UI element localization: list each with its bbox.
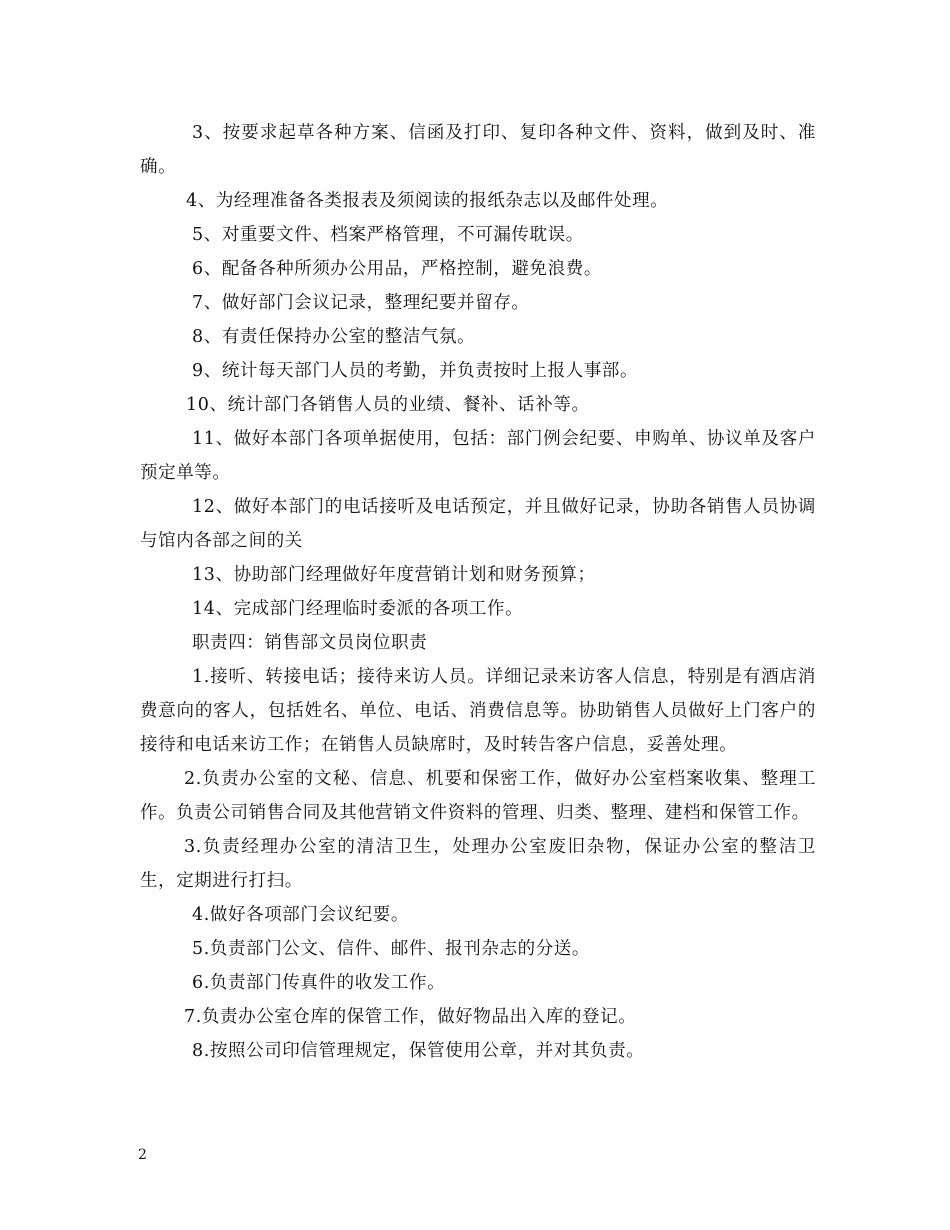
section-heading: 职责四：销售部文员岗位职责 bbox=[192, 633, 428, 653]
paragraph-item-5: 5、对重要文件、档案严格管理，不可漏传耽误。 bbox=[192, 225, 584, 245]
paragraph-item-4: 4、为经理准备各类报表及须阅读的报纸杂志以及邮件处理。 bbox=[186, 191, 669, 211]
paragraph-item-8: 8、有责任保持办公室的整洁气氛。 bbox=[192, 327, 476, 347]
paragraph-item-9: 9、统计每天部门人员的考勤，并负责按时上报人事部。 bbox=[192, 361, 639, 381]
paragraph-item-7: 7、做好部门会议记录，整理纪要并留存。 bbox=[192, 293, 530, 313]
paragraph-item-3: 3、按要求起草各种方案、信函及打印、复印各种文件、资料，做到及时、准确。 bbox=[140, 123, 816, 177]
duty-item-2: 2.负责办公室的文秘、信息、机要和保密工作，做好办公室档案收集、整理工作。负责公司销售合同及其他营销文件资料的管理、归类、整理、建档和保管工作。 bbox=[140, 769, 816, 823]
duty-item-1: 1.接听、转接电话；接待来访人员。详细记录来访客人信息，特别是有酒店消费意向的客人，包括姓名、单位、电话、消费信息等。协助销售人员做好上门客户的接待和电话来访工作；在销售人员缺席时，及时转告客户信息，妥善处理。 bbox=[140, 667, 816, 755]
duty-item-6: 6.负责部门传真件的收发工作。 bbox=[192, 973, 446, 993]
paragraph-item-12: 12、做好本部门的电话接听及电话预定，并且做好记录，协助各销售人员协调与馆内各部之间的关 bbox=[140, 497, 816, 551]
duty-item-4: 4.做好各项部门会议纪要。 bbox=[192, 905, 409, 925]
duty-item-3: 3.负责经理办公室的清洁卫生，处理办公室废旧杂物，保证办公室的整洁卫生，定期进行打扫。 bbox=[140, 837, 816, 891]
document-body bbox=[140, 116, 816, 1068]
paragraph-item-11: 11、做好本部门各项单据使用，包括：部门例会纪要、申购单、协议单及客户预定单等。 bbox=[140, 429, 816, 483]
duty-item-7: 7.负责办公室仓库的保管工作，做好物品出入库的登记。 bbox=[184, 1007, 637, 1027]
paragraph-item-10: 10、统计部门各销售人员的业绩、餐补、话补等。 bbox=[186, 395, 590, 415]
duty-item-8: 8.按照公司印信管理规定，保管使用公章，并对其负责。 bbox=[192, 1041, 645, 1061]
paragraph-item-14: 14、完成部门经理临时委派的各项工作。 bbox=[192, 599, 524, 619]
duty-item-5: 5.负责部门公文、信件、邮件、报刊杂志的分送。 bbox=[192, 939, 590, 959]
page-number: 2 bbox=[138, 1147, 147, 1163]
paragraph-item-13: 13、协助部门经理做好年度营销计划和财务预算； bbox=[192, 565, 596, 585]
paragraph-item-6: 6、配备各种所须办公用品，严格控制，避免浪费。 bbox=[192, 259, 602, 279]
